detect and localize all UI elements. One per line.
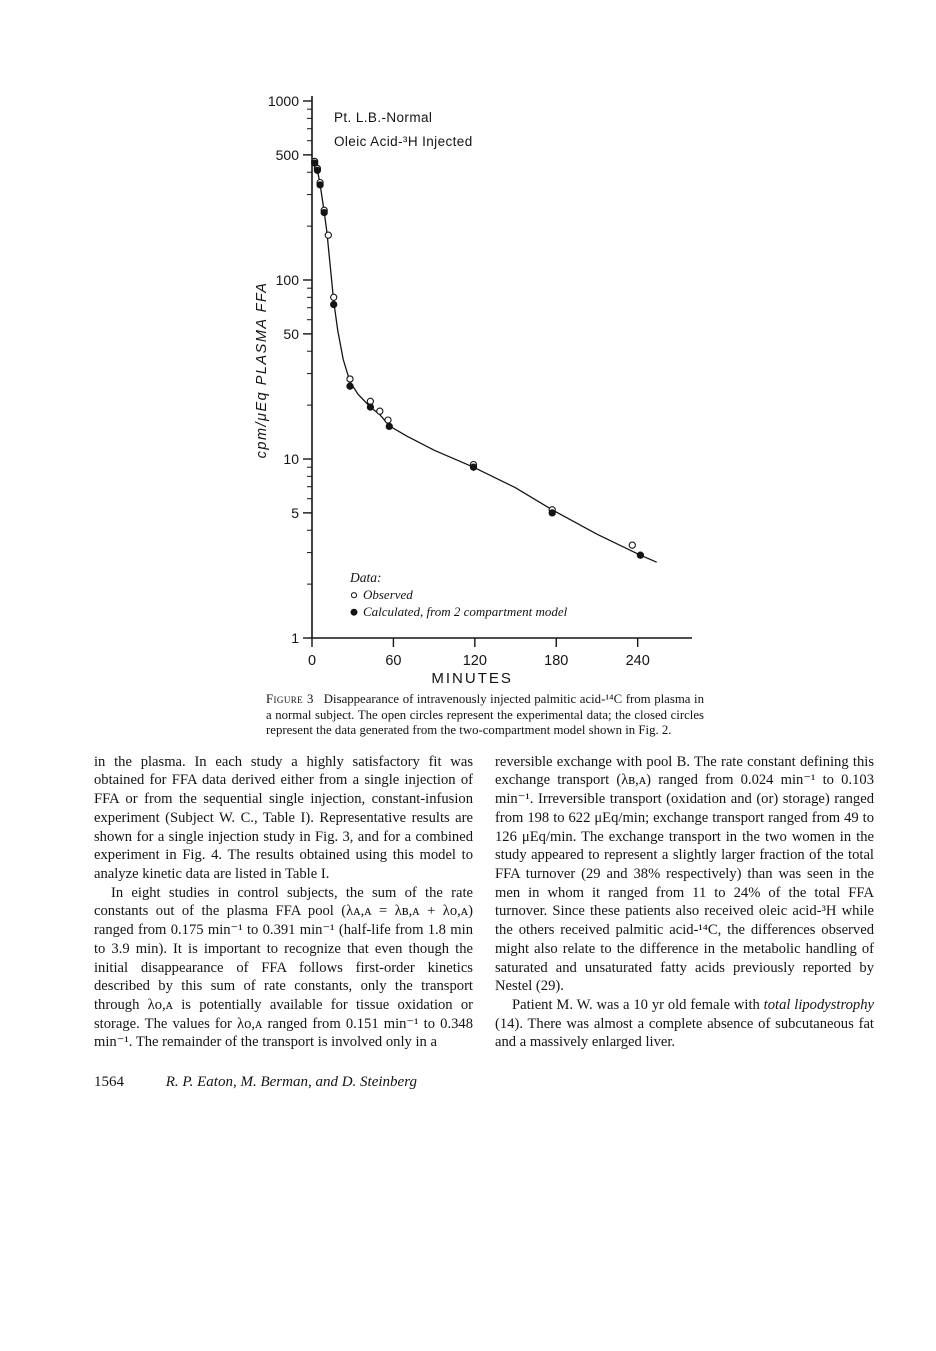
- figure-caption-text: Disappearance of intravenously injected palmitic acid-¹⁴C from plasma in a normal subject. The open circles represent the experimental data; the closed circles represent the data generated from the two-compartment model shown in Fig. 2.: [266, 692, 704, 738]
- y-tick-label: 1000: [267, 93, 299, 109]
- calculated-point: [637, 552, 643, 558]
- model-curve: [314, 160, 657, 563]
- right-column: [495, 753, 874, 1052]
- annotation: Pt. L.B.-Normal: [334, 110, 433, 125]
- paragraph-right-2-pre: Patient M. W. was a 10 yr old female with: [512, 996, 764, 1013]
- page-number: 1564: [94, 1074, 124, 1091]
- legend-label: Observed: [362, 587, 413, 603]
- y-tick-label: 100: [275, 272, 299, 288]
- left-column: [94, 753, 473, 1052]
- y-axis-title: cpm/μEq PLASMA FFA: [254, 281, 270, 459]
- paragraph-right-2: [495, 996, 874, 1052]
- x-tick-label: 180: [544, 653, 569, 669]
- calculated-point: [317, 182, 323, 188]
- figure-label: Figure 3: [266, 692, 314, 706]
- legend-marker: [351, 593, 356, 598]
- figure-caption: [266, 692, 704, 739]
- body-columns: [0, 739, 936, 1052]
- figure-3-chart: [250, 90, 712, 690]
- y-tick-label: 5: [291, 504, 299, 521]
- x-tick-label: 60: [385, 653, 402, 669]
- axes: [312, 96, 692, 638]
- x-tick-label: 240: [625, 653, 650, 669]
- paragraph-right-1: reversible exchange with pool B. The rate constant defining this exchange transport (λʙ,ᴀ) ranged from 0.024 min⁻¹ to 0.103 min⁻¹. Irreversible transport (oxidation and (or) storage) ranged from 198 to 622 μEq/min; exchange transport ranged from 49 to 126 μEq/min. The exchange transport in the two women in the study appeared to represent a slightly larger fraction of the total FFA turnover (29 and 38% respectively) than was seen in the men in whom it ranged from 11 to 24% of the total FFA turnover. Since these patients also received oleic acid-³H while the others received palmitic acid-¹⁴C, the differences observed might also relate to the difference in the metabolic handling of saturated and unsaturated fatty acids previously reported by Nestel (29).: [495, 753, 874, 995]
- paragraph-right-2-post: (14). There was almost a complete absence of subcutaneous fat and a massively enlarged liver.: [495, 1015, 874, 1051]
- observed-series: [312, 158, 636, 548]
- y-tick-label: 500: [275, 146, 299, 163]
- calculated-point: [314, 167, 320, 173]
- calculated-point: [386, 423, 392, 429]
- paragraph-right-2-italic: total lipodystrophy: [763, 996, 874, 1013]
- legend-title: Data:: [349, 570, 382, 586]
- paragraph-left-1: in the plasma. In each study a highly satisfactory fit was obtained for FFA data derived either from a single injection of FFA or from the sequential single injection, constant-infusion experiment (Subject W. C., Table I). Representative results are shown for a single injection study in Fig. 3, and for a combined experiment in Fig. 4. The results obtained using this model to analyze kinetic data are listed in Table I.: [94, 753, 473, 882]
- figure-3: [250, 90, 720, 739]
- x-axis-title: MINUTES: [431, 670, 513, 687]
- calculated-point: [312, 160, 318, 166]
- legend-label: Calculated, from 2 compartment model: [362, 604, 568, 620]
- observed-point: [385, 417, 391, 423]
- running-authors: R. P. Eaton, M. Berman, and D. Steinberg: [165, 1074, 417, 1091]
- observed-point: [347, 376, 353, 382]
- observed-point: [331, 294, 337, 300]
- legend-marker: [351, 609, 357, 615]
- page-footer: [0, 1052, 936, 1091]
- journal-page: [0, 90, 936, 1091]
- calculated-series: [312, 160, 644, 558]
- y-tick-label: 1: [291, 630, 299, 646]
- annotation: Oleic Acid-³H Injected: [334, 134, 473, 149]
- calculated-point: [470, 464, 476, 470]
- x-tick-label: 120: [462, 653, 487, 669]
- y-tick-label: 50: [283, 325, 299, 342]
- observed-point: [377, 408, 383, 414]
- ffa-decay-plot: [250, 90, 712, 690]
- y-tick-label: 10: [283, 451, 299, 467]
- observed-point: [629, 542, 635, 548]
- calculated-point: [347, 383, 353, 389]
- calculated-point: [321, 210, 327, 216]
- observed-point: [325, 232, 331, 238]
- paragraph-left-2: In eight studies in control subjects, the sum of the rate constants out of the plasma FFA pool (λᴀ,ᴀ = λʙ,ᴀ + λᴏ,ᴀ) ranged from 0.175 min⁻¹ to 0.391 min⁻¹ (half-life from 1.8 min to 3.9 min). It is important to recognize that even though the initial disappearance of FFA follows first-order kinetics described by this sum of rate constants, only the transport through λᴏ,ᴀ is potentially available for tissue oxidation or storage. The values for λᴏ,ᴀ ranged from 0.151 min⁻¹ to 0.348 min⁻¹. The remainder of the transport is involved only in a: [94, 884, 473, 1051]
- calculated-point: [367, 404, 373, 410]
- calculated-point: [549, 510, 555, 516]
- x-tick-label: 0: [307, 653, 317, 669]
- calculated-point: [331, 301, 337, 307]
